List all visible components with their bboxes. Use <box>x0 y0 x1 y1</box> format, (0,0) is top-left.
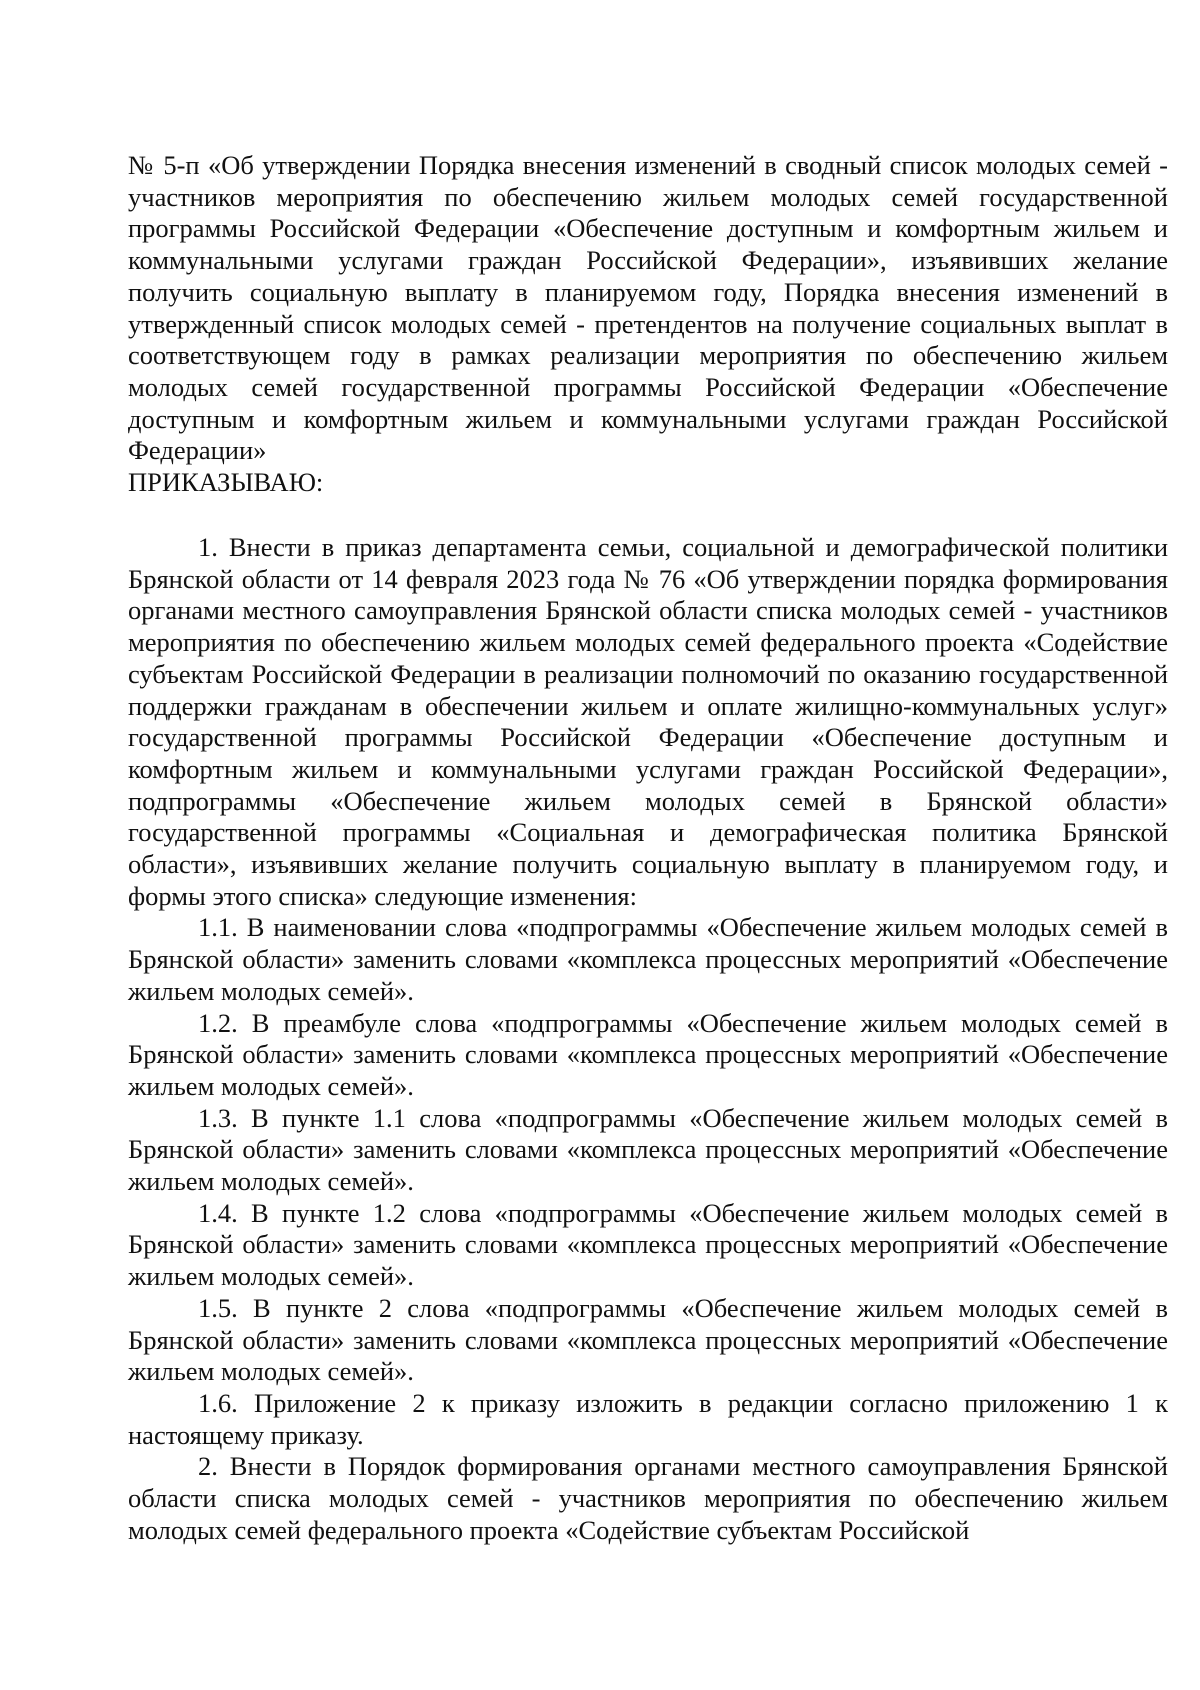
order-items <box>128 532 1168 1547</box>
item-1: 1. Внести в приказ департамента семьи, социальной и демографической политики Брянской области от 14 февраля 2023 года № 76 «Об утверждении порядка формирования органами местного самоуправления Брянской области списка молодых семей - участников мероприятия по обеспечению жильем молодых семей федерального проекта «Содействие субъектам Российской Федерации в реализации полномочий по оказанию государственной поддержки гражданам в обеспечении жильем и оплате жилищно-коммунальных услуг» государственной программы Российской Федерации «Обеспечение доступным и комфортным жильем и коммунальными услугами граждан Российской Федерации», подпрограммы «Обеспечение жильем молодых семей в Брянской области» государственной программы «Социальная и демографическая политика Брянской области», изъявивших желание получить социальную выплату в планируемом году, и формы этого списка» следующие изменения: <box>128 532 1168 911</box>
order-heading: ПРИКАЗЫВАЮ: <box>128 467 324 497</box>
item-1-3: 1.3. В пункте 1.1 слова «подпрограммы «Обеспечение жильем молодых семей в Брянской области» заменить словами «комплекса процессных мероприятий «Обеспечение жильем молодых семей». <box>128 1102 1168 1197</box>
item-1-5: 1.5. В пункте 2 слова «подпрограммы «Обеспечение жильем молодых семей в Брянской области» заменить словами «комплекса процессных мероприятий «Обеспечение жильем молодых семей». <box>128 1292 1168 1387</box>
item-1-4: 1.4. В пункте 1.2 слова «подпрограммы «Обеспечение жильем молодых семей в Брянской области» заменить словами «комплекса процессных мероприятий «Обеспечение жильем молодых семей». <box>128 1197 1168 1292</box>
item-1-6: 1.6. Приложение 2 к приказу изложить в редакции согласно приложению 1 к настоящему приказу. <box>128 1387 1168 1450</box>
preamble-text: № 5-п «Об утверждении Порядка внесения изменений в сводный список молодых семей - участников мероприятия по обеспечению жильем молодых семей государственной программы Российской Федерации «Обеспечение доступным и комфортным жильем и коммунальными услугами граждан Российской Федерации», изъявивших желание получить социальную выплату в планируемом году, Порядка внесения изменений в утвержденный список молодых семей - претендентов на получение социальных выплат в соответствующем году в рамках реализации мероприятия по обеспечению жильем молодых семей государственной программы Российской Федерации «Обеспечение доступным и комфортным жильем и коммунальными услугами граждан Российской Федерации» <box>128 150 1168 466</box>
item-1-2: 1.2. В преамбуле слова «подпрограммы «Обеспечение жильем молодых семей в Брянской области» заменить словами «комплекса процессных мероприятий «Обеспечение жильем молодых семей». <box>128 1007 1168 1101</box>
item-2: 2. Внести в Порядок формирования органами местного самоуправления Брянской области списка молодых семей - участников мероприятия по обеспечению жильем молодых семей федерального проекта «Содействие субъектам Российской <box>128 1451 1168 1545</box>
item-1-1: 1.1. В наименовании слова «подпрограммы «Обеспечение жильем молодых семей в Брянской области» заменить словами «комплекса процессных мероприятий «Обеспечение жильем молодых семей». <box>128 912 1168 1006</box>
preamble-paragraph <box>128 150 1168 467</box>
